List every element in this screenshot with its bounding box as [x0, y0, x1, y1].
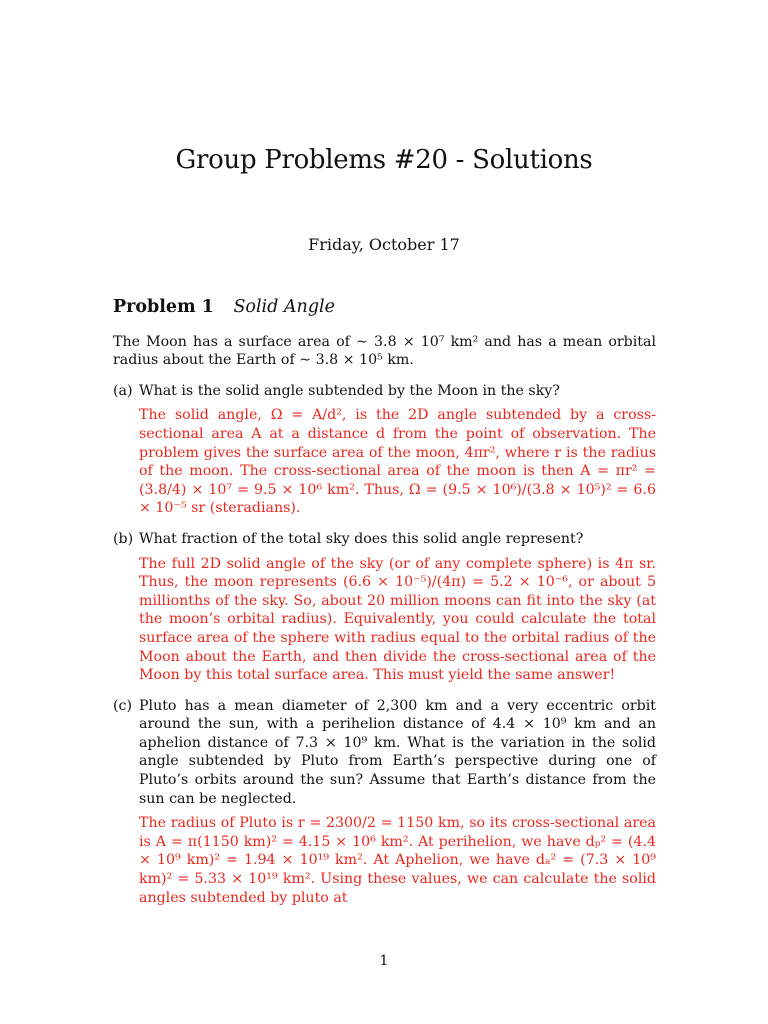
problem-number: Problem 1: [113, 297, 214, 317]
document-body: [113, 298, 656, 919]
part-c: [113, 697, 656, 908]
problem-topic: Solid Angle: [233, 297, 335, 317]
part-a: [113, 382, 656, 518]
part-question: What fraction of the total sky does this solid angle represent?: [139, 530, 584, 547]
part-answer: The full 2D solid angle of the sky (or of any complete sphere) is 4π sr. Thus, the moon represents (6.6 × 10⁻⁵)/(4π) = 5.2 × 10⁻⁶, or about 5 millionths of the sky. So, about 20 million moons can fit into the sky (at the moon’s orbital radius). Equivalently, you could calculate the total surface area of the sphere with radius equal to the orbital radius of the Moon about the Earth, and then divide the cross-sectional area of the Moon by this total surface area. This must yield the same answer!: [139, 555, 656, 684]
part-answer: The radius of Pluto is r = 2300/2 = 1150 km, so its cross-sectional area is A = π(1150 km)² = 4.15 × 10⁶ km². At perihelion, we have dₚ² = (4.4 × 10⁹ km)² = 1.94 × 10¹⁹ km². At Aphelion, we have dₐ² = (7.3 × 10⁹ km)² = 5.33 × 10¹⁹ km². Using these values, we can calculate the solid angles subtended by pluto at: [139, 815, 656, 906]
part-letter: (b): [113, 530, 134, 547]
part-b: [113, 530, 656, 685]
part-letter: (c): [113, 697, 133, 714]
part-question: Pluto has a mean diameter of 2,300 km and a very eccentric orbit around the sun, with a perihelion distance of 4.4 × 10⁹ km and an aphelion distance of 7.3 × 10⁹ km. What is the variation in the solid angle subtended by Pluto from Earth’s perspective during one of Pluto’s orbits around the sun? Assume that Earth’s distance from the sun can be neglected.: [139, 697, 656, 807]
problem-heading: [113, 298, 656, 317]
page-number: 1: [379, 953, 389, 969]
problem-intro: The Moon has a surface area of ∼ 3.8 × 10⁷ km² and has a mean orbital radius about the Earth of ∼ 3.8 × 10⁵ km.: [113, 333, 656, 369]
part-answer: The solid angle, Ω = A/d², is the 2D angle subtended by a cross-sectional area A at a distance d from the point of observation. The problem gives the surface area of the moon, 4πr², where r is the radius of the moon. The cross-sectional area of the moon is then A = πr² = (3.8/4) × 10⁷ = 9.5 × 10⁶ km². Thus, Ω = (9.5 × 10⁶)/(3.8 × 10⁵)² = 6.6 × 10⁻⁵ sr (steradians).: [139, 407, 656, 517]
part-question: What is the solid angle subtended by the Moon in the sky?: [139, 382, 560, 399]
document-title: Group Problems #20 - Solutions: [175, 145, 593, 175]
part-letter: (a): [113, 382, 133, 399]
document-date: Friday, October 17: [308, 235, 460, 254]
